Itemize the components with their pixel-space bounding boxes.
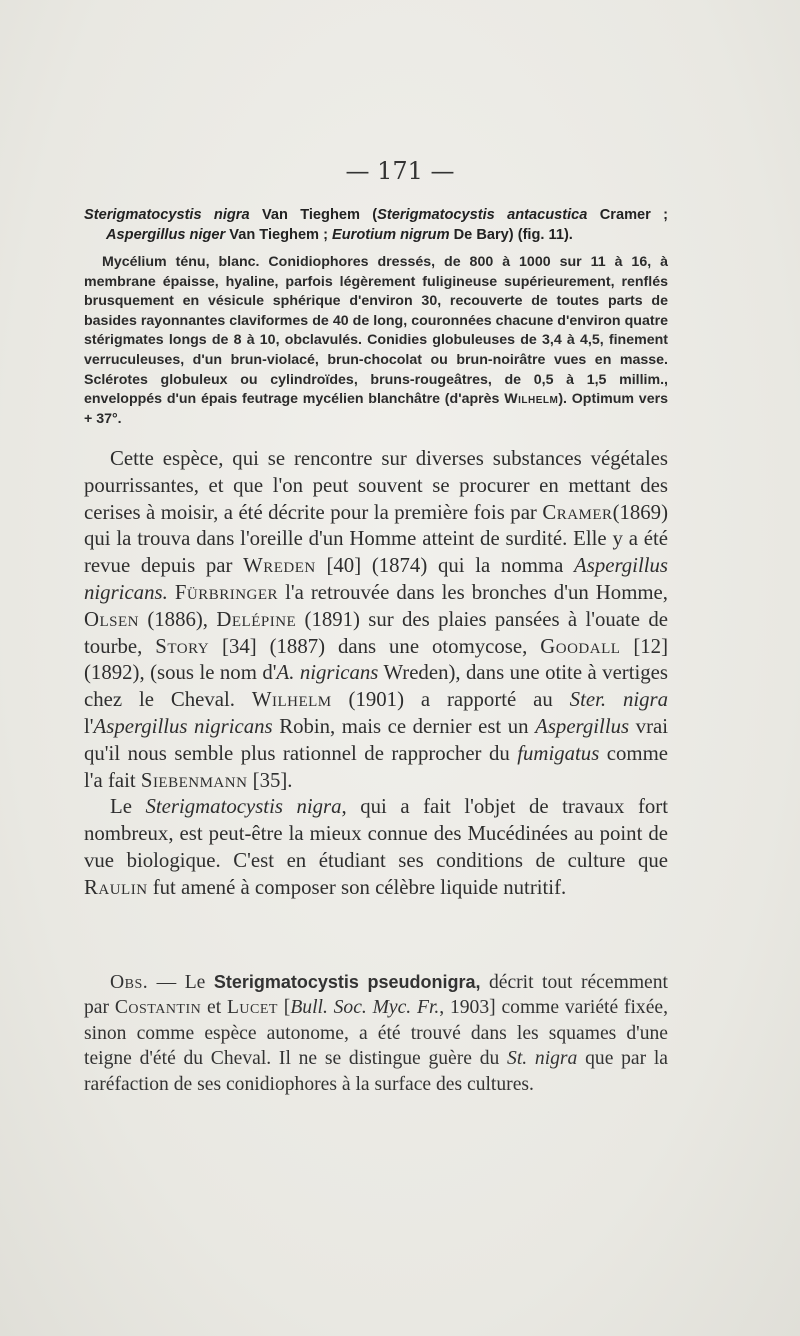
paragraph-history bbox=[84, 446, 668, 794]
author-story: Story bbox=[155, 634, 210, 658]
author-raulin: Raulin bbox=[84, 875, 148, 899]
description-end: ). Optimum vers + 37°. bbox=[84, 391, 668, 427]
taxon-name: St. nigra bbox=[507, 1048, 578, 1070]
text: (1901) a rapporté au bbox=[348, 688, 553, 712]
synonym-3: Eurotium nigrum bbox=[332, 227, 450, 243]
author-siebenmann: Siebenmann bbox=[140, 768, 248, 792]
text: [40] (1874) qui la nomma bbox=[326, 554, 564, 578]
text: Robin, mais ce dernier est un bbox=[279, 714, 529, 738]
text: comme l'a fait bbox=[84, 741, 668, 792]
text: (1891) sur des plaies pansées à l'ouate de tourbe, bbox=[84, 607, 668, 658]
obs-paragraph bbox=[84, 970, 668, 1097]
author-furbringer: Fürbringer bbox=[174, 580, 279, 604]
taxon-name: Ster. nigra bbox=[569, 688, 669, 712]
text: [34] (1887) dans une otomycose, bbox=[222, 634, 528, 658]
author-wilhelm: Wilhelm bbox=[504, 391, 559, 408]
author-goodall: Goodall bbox=[540, 634, 621, 658]
description-text: Mycélium ténu, blanc. Conidiophores dressés, de 800 à 1000 sur 11 à 16, à membrane épaisse, hyaline, parfois légèrement fuligineuse supérieurement, renflés brusquement en vésicule sphérique d'environ 30, recouverte de toutes parts de basides rayonnantes claviformes de 40 de long, couronnées chacune d'environ quatre stérigmates longs de 8 à 10, obclavulés. Conidies globuleuses de 3,4 à 4,5, finement verruculeuses, d'un brun-violacé, brun-chocolat ou brun-noirâtre vues en masse. Sclérotes globuleux ou cylindroïdes, bruns-rougeâtres, de 0,5 à 1,5 millim., enveloppés d'un épais feutrage mycélien blanchâtre (d'après bbox=[84, 254, 668, 408]
species-header bbox=[84, 205, 668, 245]
text: , 1903] comme variété fixée, sinon comme espèce autonome, a été trouvé dans les squames d'une teigne d'été du Cheval. Il ne se distingue guère du bbox=[84, 997, 669, 1070]
text: fut amené à composer son célèbre liquide nutritif. bbox=[152, 875, 567, 899]
synonym-1-author: Cramer ; bbox=[599, 207, 669, 223]
text: et bbox=[207, 997, 222, 1019]
body-text bbox=[84, 446, 668, 902]
text: que par la raréfaction de ses conidiophores à la surface des cultures. bbox=[84, 1048, 668, 1095]
text: (1869) qui la trouva dans l'oreille d'un Homme atteint de surdité. Elle y a été revue depuis par bbox=[84, 500, 669, 578]
author-olsen: Olsen bbox=[84, 607, 140, 631]
taxon-name: Aspergillus nigricans bbox=[93, 714, 273, 738]
text: (1886), bbox=[147, 607, 209, 631]
description-paragraph bbox=[84, 253, 668, 429]
species-name: Sterigmatocystis nigra bbox=[84, 207, 250, 223]
synonym-2-author: Van Tieghem ; bbox=[229, 227, 328, 243]
author-lucet: Lucet bbox=[226, 997, 278, 1019]
author-delepine: Delépine bbox=[216, 607, 297, 631]
text: Le bbox=[110, 795, 132, 819]
species-description bbox=[84, 253, 668, 429]
author-costantin: Costantin bbox=[114, 997, 202, 1019]
text: [35]. bbox=[252, 768, 293, 792]
synonym-3-author: De Bary) (fig. 11). bbox=[453, 227, 573, 243]
observation-note bbox=[84, 970, 668, 1097]
text: l'a retrouvée dans les bronches d'un Homme, bbox=[285, 580, 668, 604]
text: [ bbox=[283, 997, 291, 1019]
paragraph-biology bbox=[84, 794, 668, 901]
synonym-1: Sterigmatocystis antacustica bbox=[377, 207, 588, 223]
text: , qui a fait l'objet de travaux fort nombreux, est peut-être la mieux connue des Mucédinées au point de vue biologique. C'est en étudiant ses conditions de culture que bbox=[84, 795, 668, 872]
journal-title: Bull. Soc. Myc. Fr. bbox=[290, 997, 440, 1019]
author-wilhelm: Wilhelm bbox=[251, 688, 332, 712]
taxon-name: Sterigmatocystis nigra bbox=[145, 795, 342, 819]
text: Wreden), dans une otite à vertiges chez le Cheval. bbox=[84, 661, 669, 712]
author-wreden: Wreden bbox=[243, 554, 316, 578]
taxon-name: fumigatus bbox=[517, 741, 600, 765]
page-number: — 171 — bbox=[345, 157, 455, 185]
text: l' bbox=[84, 714, 94, 738]
text: — Le bbox=[148, 972, 214, 993]
text: vrai qu'il nous semble plus rationnel de rapprocher du bbox=[84, 714, 669, 765]
taxon-name-bold: Sterigmatocystis pseudonigra, bbox=[213, 972, 481, 992]
species-author: Van Tieghem bbox=[261, 207, 360, 223]
obs-label: Obs. bbox=[110, 972, 149, 993]
taxon-name: Aspergillus nigricans. bbox=[84, 554, 669, 604]
synonym-2: Aspergillus niger bbox=[106, 227, 226, 243]
taxon-name: Aspergillus bbox=[535, 714, 630, 738]
text: décrit tout récemment par bbox=[84, 972, 668, 1019]
species-synonymy-line bbox=[84, 205, 668, 245]
text: [12] (1892), (sous le nom d' bbox=[84, 634, 669, 685]
text: Cette espèce, qui se rencontre sur diverses substances végétales pourrissantes, et que l'on peut souvent se procurer en mettant des cerises à moisir, a été décrite pour la première fois par bbox=[84, 447, 668, 524]
taxon-name: A. nigricans bbox=[276, 661, 379, 685]
author-cramer: Cramer bbox=[542, 500, 613, 524]
open-paren: ( bbox=[372, 207, 378, 223]
